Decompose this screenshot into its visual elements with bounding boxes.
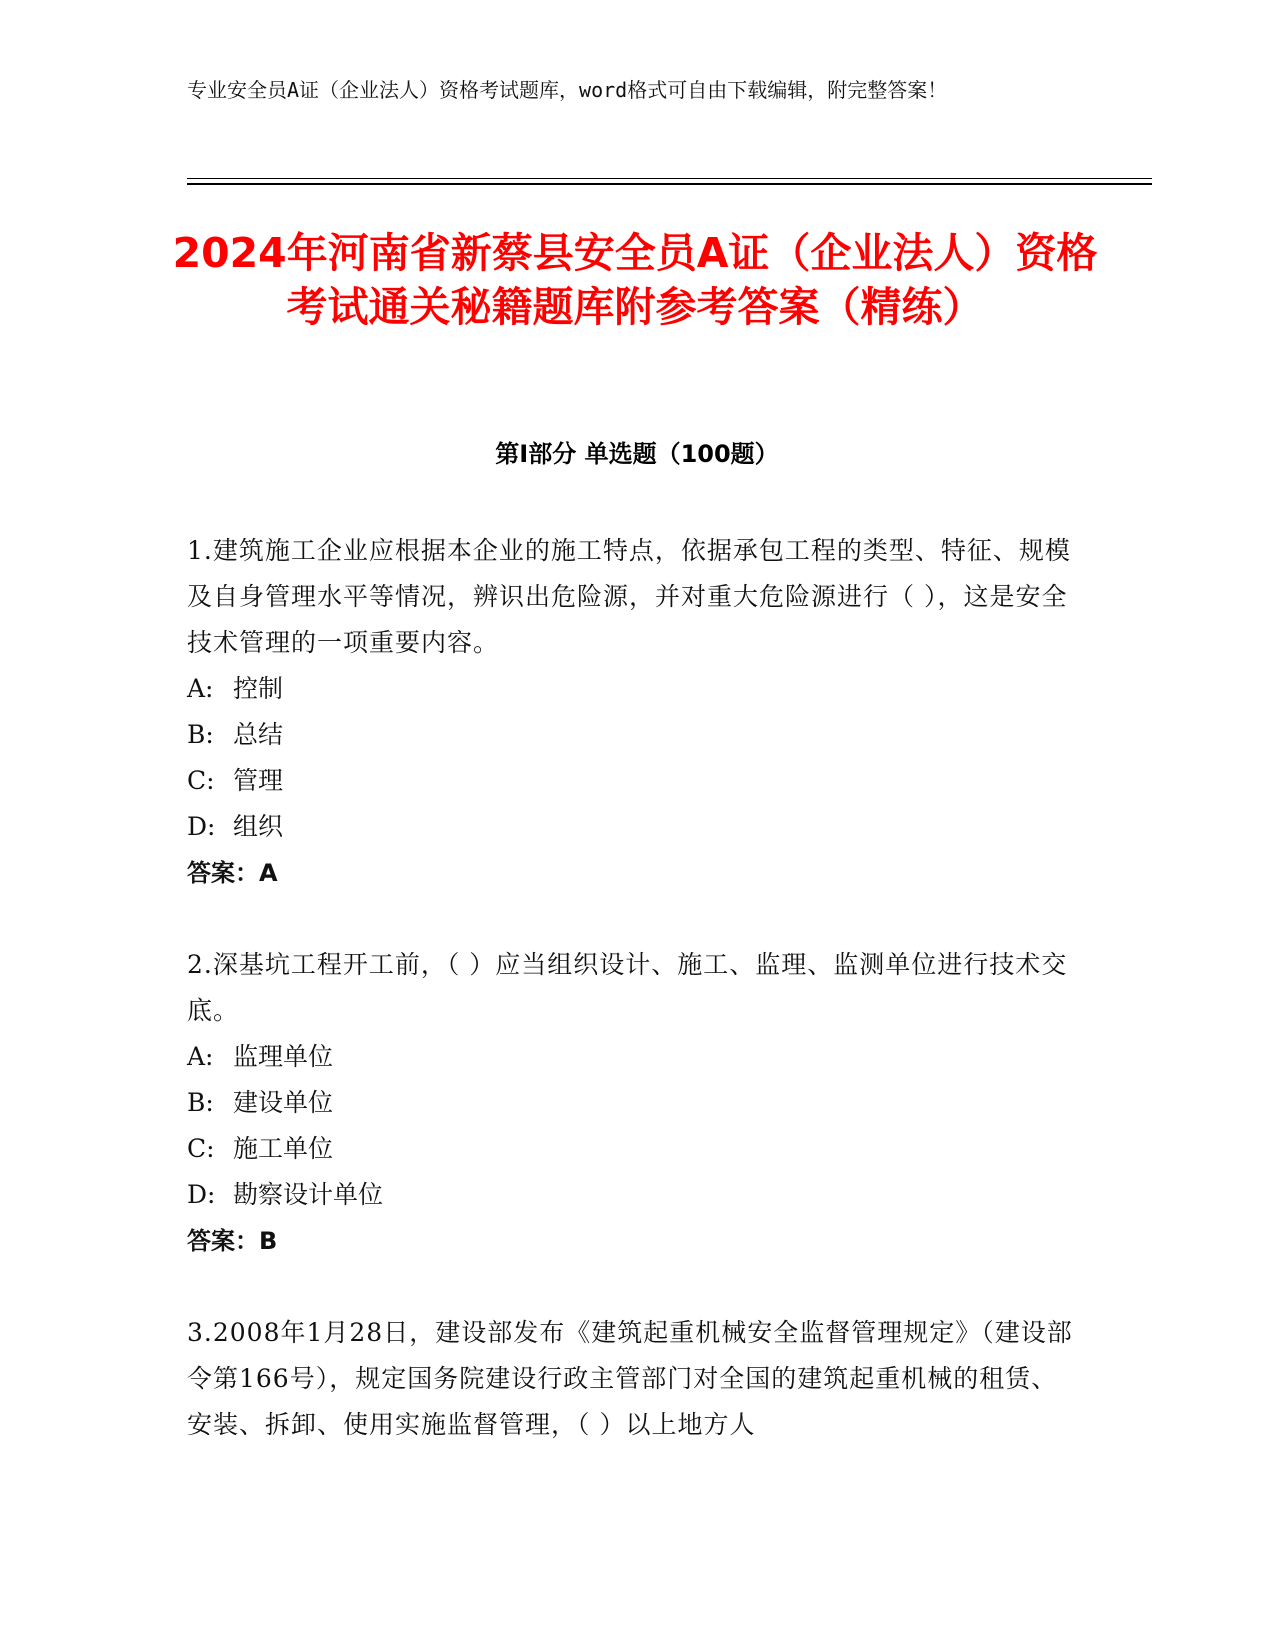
option-text: 施工单位: [233, 1134, 334, 1163]
option-text: 监理单位: [233, 1042, 334, 1071]
option-d: [187, 1172, 1082, 1218]
question-text: 3.2008年1月28日，建设部发布《建筑起重机械安全监督管理规定》（建设部令第166号），规定国务院建设行政主管部门对全国的建筑起重机械的租赁、安装、拆卸、使用实施监督管理，（ ）以上地方人: [187, 1318, 1073, 1439]
header-divider-thin: [187, 178, 1152, 179]
question-text: 2.深基坑工程开工前，（ ）应当组织设计、施工、监理、监测单位进行技术交底。: [187, 950, 1068, 1025]
answer-label: 答案：A: [187, 859, 278, 887]
option-text: 控制: [233, 674, 284, 703]
option-b: [187, 712, 1082, 758]
option-c: [187, 758, 1082, 804]
option-text: 总结: [233, 720, 284, 749]
option-key: C:: [187, 766, 215, 795]
option-text: 组织: [233, 812, 284, 841]
option-text: 建设单位: [233, 1088, 334, 1117]
section-heading: 第I部分 单选题（100题）: [495, 440, 779, 468]
option-key: B:: [187, 1088, 214, 1117]
question-item: [187, 528, 1082, 896]
option-b: [187, 1080, 1082, 1126]
option-c: [187, 1126, 1082, 1172]
option-key: D:: [187, 1180, 216, 1209]
option-key: A:: [187, 674, 214, 703]
question-text: 1.建筑施工企业应根据本企业的施工特点，依据承包工程的类型、特征、规模及自身管理水平等情况，辨识出危险源，并对重大危险源进行（ ），这是安全技术管理的一项重要内容。: [187, 536, 1071, 657]
header-divider-thick: [187, 183, 1152, 185]
option-key: C:: [187, 1134, 215, 1163]
document-title: 2024年河南省新蔡县安全员A证（企业法人）资格考试通关秘籍题库附参考答案（精练）: [172, 229, 1098, 331]
option-key: B:: [187, 720, 214, 749]
option-key: A:: [187, 1042, 214, 1071]
option-a: [187, 1034, 1082, 1080]
option-a: [187, 666, 1082, 712]
option-d: [187, 804, 1082, 850]
option-key: D:: [187, 812, 216, 841]
option-text: 勘察设计单位: [233, 1180, 384, 1209]
question-list: [187, 528, 1082, 1494]
option-text: 管理: [233, 766, 284, 795]
question-item: [187, 942, 1082, 1264]
question-item: [187, 1310, 1082, 1448]
answer-label: 答案：B: [187, 1227, 278, 1255]
header-note: 专业安全员A证（企业法人）资格考试题库，word格式可自由下载编辑，附完整答案！: [187, 78, 948, 102]
